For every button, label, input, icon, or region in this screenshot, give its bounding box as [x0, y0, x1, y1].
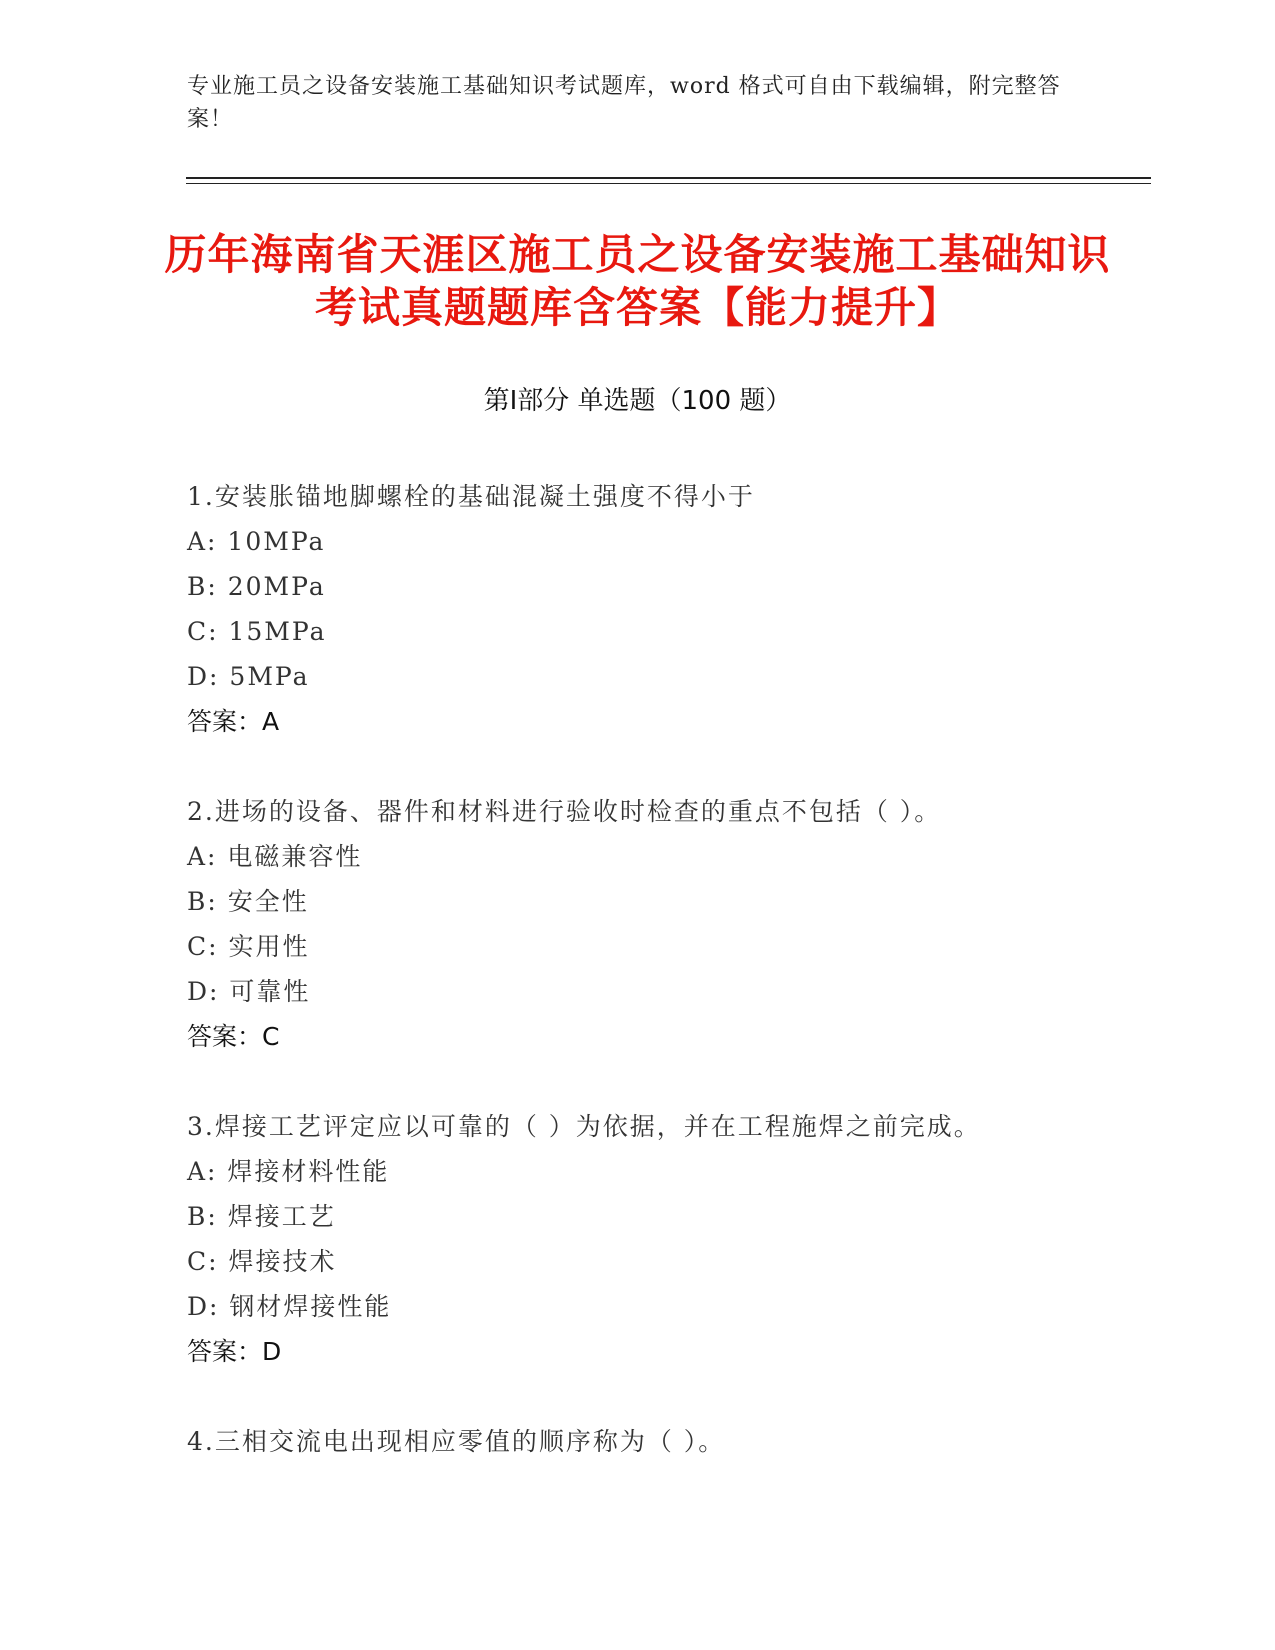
- document-title: 历年海南省天涯区施工员之设备安装施工基础知识考试真题题库含答案【能力提升】: [164, 230, 1111, 332]
- option-c: C: 15MPa: [187, 617, 327, 646]
- option-d: D: 钢材焊接性能: [187, 1292, 392, 1321]
- option-d: D: 可靠性: [187, 977, 311, 1006]
- question-stem: 2.进场的设备、器件和材料进行验收时检查的重点不包括（ ）。: [187, 797, 942, 826]
- question-1: [187, 474, 1147, 744]
- answer: 答案：C: [187, 1022, 280, 1051]
- question-3: [187, 1104, 1147, 1374]
- option-a: A: 电磁兼容性: [187, 842, 363, 871]
- option-c: C: 实用性: [187, 932, 310, 961]
- question-stem: 4.三相交流电出现相应零值的顺序称为（ ）。: [187, 1427, 726, 1456]
- question-stem: 3.焊接工艺评定应以可靠的（ ）为依据，并在工程施焊之前完成。: [187, 1112, 981, 1141]
- question-stem: 1.安装胀锚地脚螺栓的基础混凝土强度不得小于: [187, 482, 755, 511]
- header-rule-thick: [186, 177, 1151, 179]
- answer: 答案：A: [187, 707, 280, 736]
- option-a: A: 10MPa: [187, 527, 326, 556]
- header-rule-thin: [186, 183, 1151, 184]
- option-b: B: 安全性: [187, 887, 309, 916]
- section-heading: 第Ⅰ部分 单选题（100 题）: [483, 386, 792, 416]
- option-b: B: 20MPa: [187, 572, 326, 601]
- option-d: D: 5MPa: [187, 662, 310, 691]
- question-4: [187, 1419, 1147, 1464]
- option-b: B: 焊接工艺: [187, 1202, 336, 1231]
- option-c: C: 焊接技术: [187, 1247, 337, 1276]
- answer: 答案：D: [187, 1337, 282, 1366]
- header-note: 专业施工员之设备安装施工基础知识考试题库，word 格式可自由下载编辑，附完整答案！: [187, 74, 1061, 132]
- option-a: A: 焊接材料性能: [187, 1157, 390, 1186]
- question-2: [187, 789, 1147, 1059]
- question-list: [187, 474, 1147, 1509]
